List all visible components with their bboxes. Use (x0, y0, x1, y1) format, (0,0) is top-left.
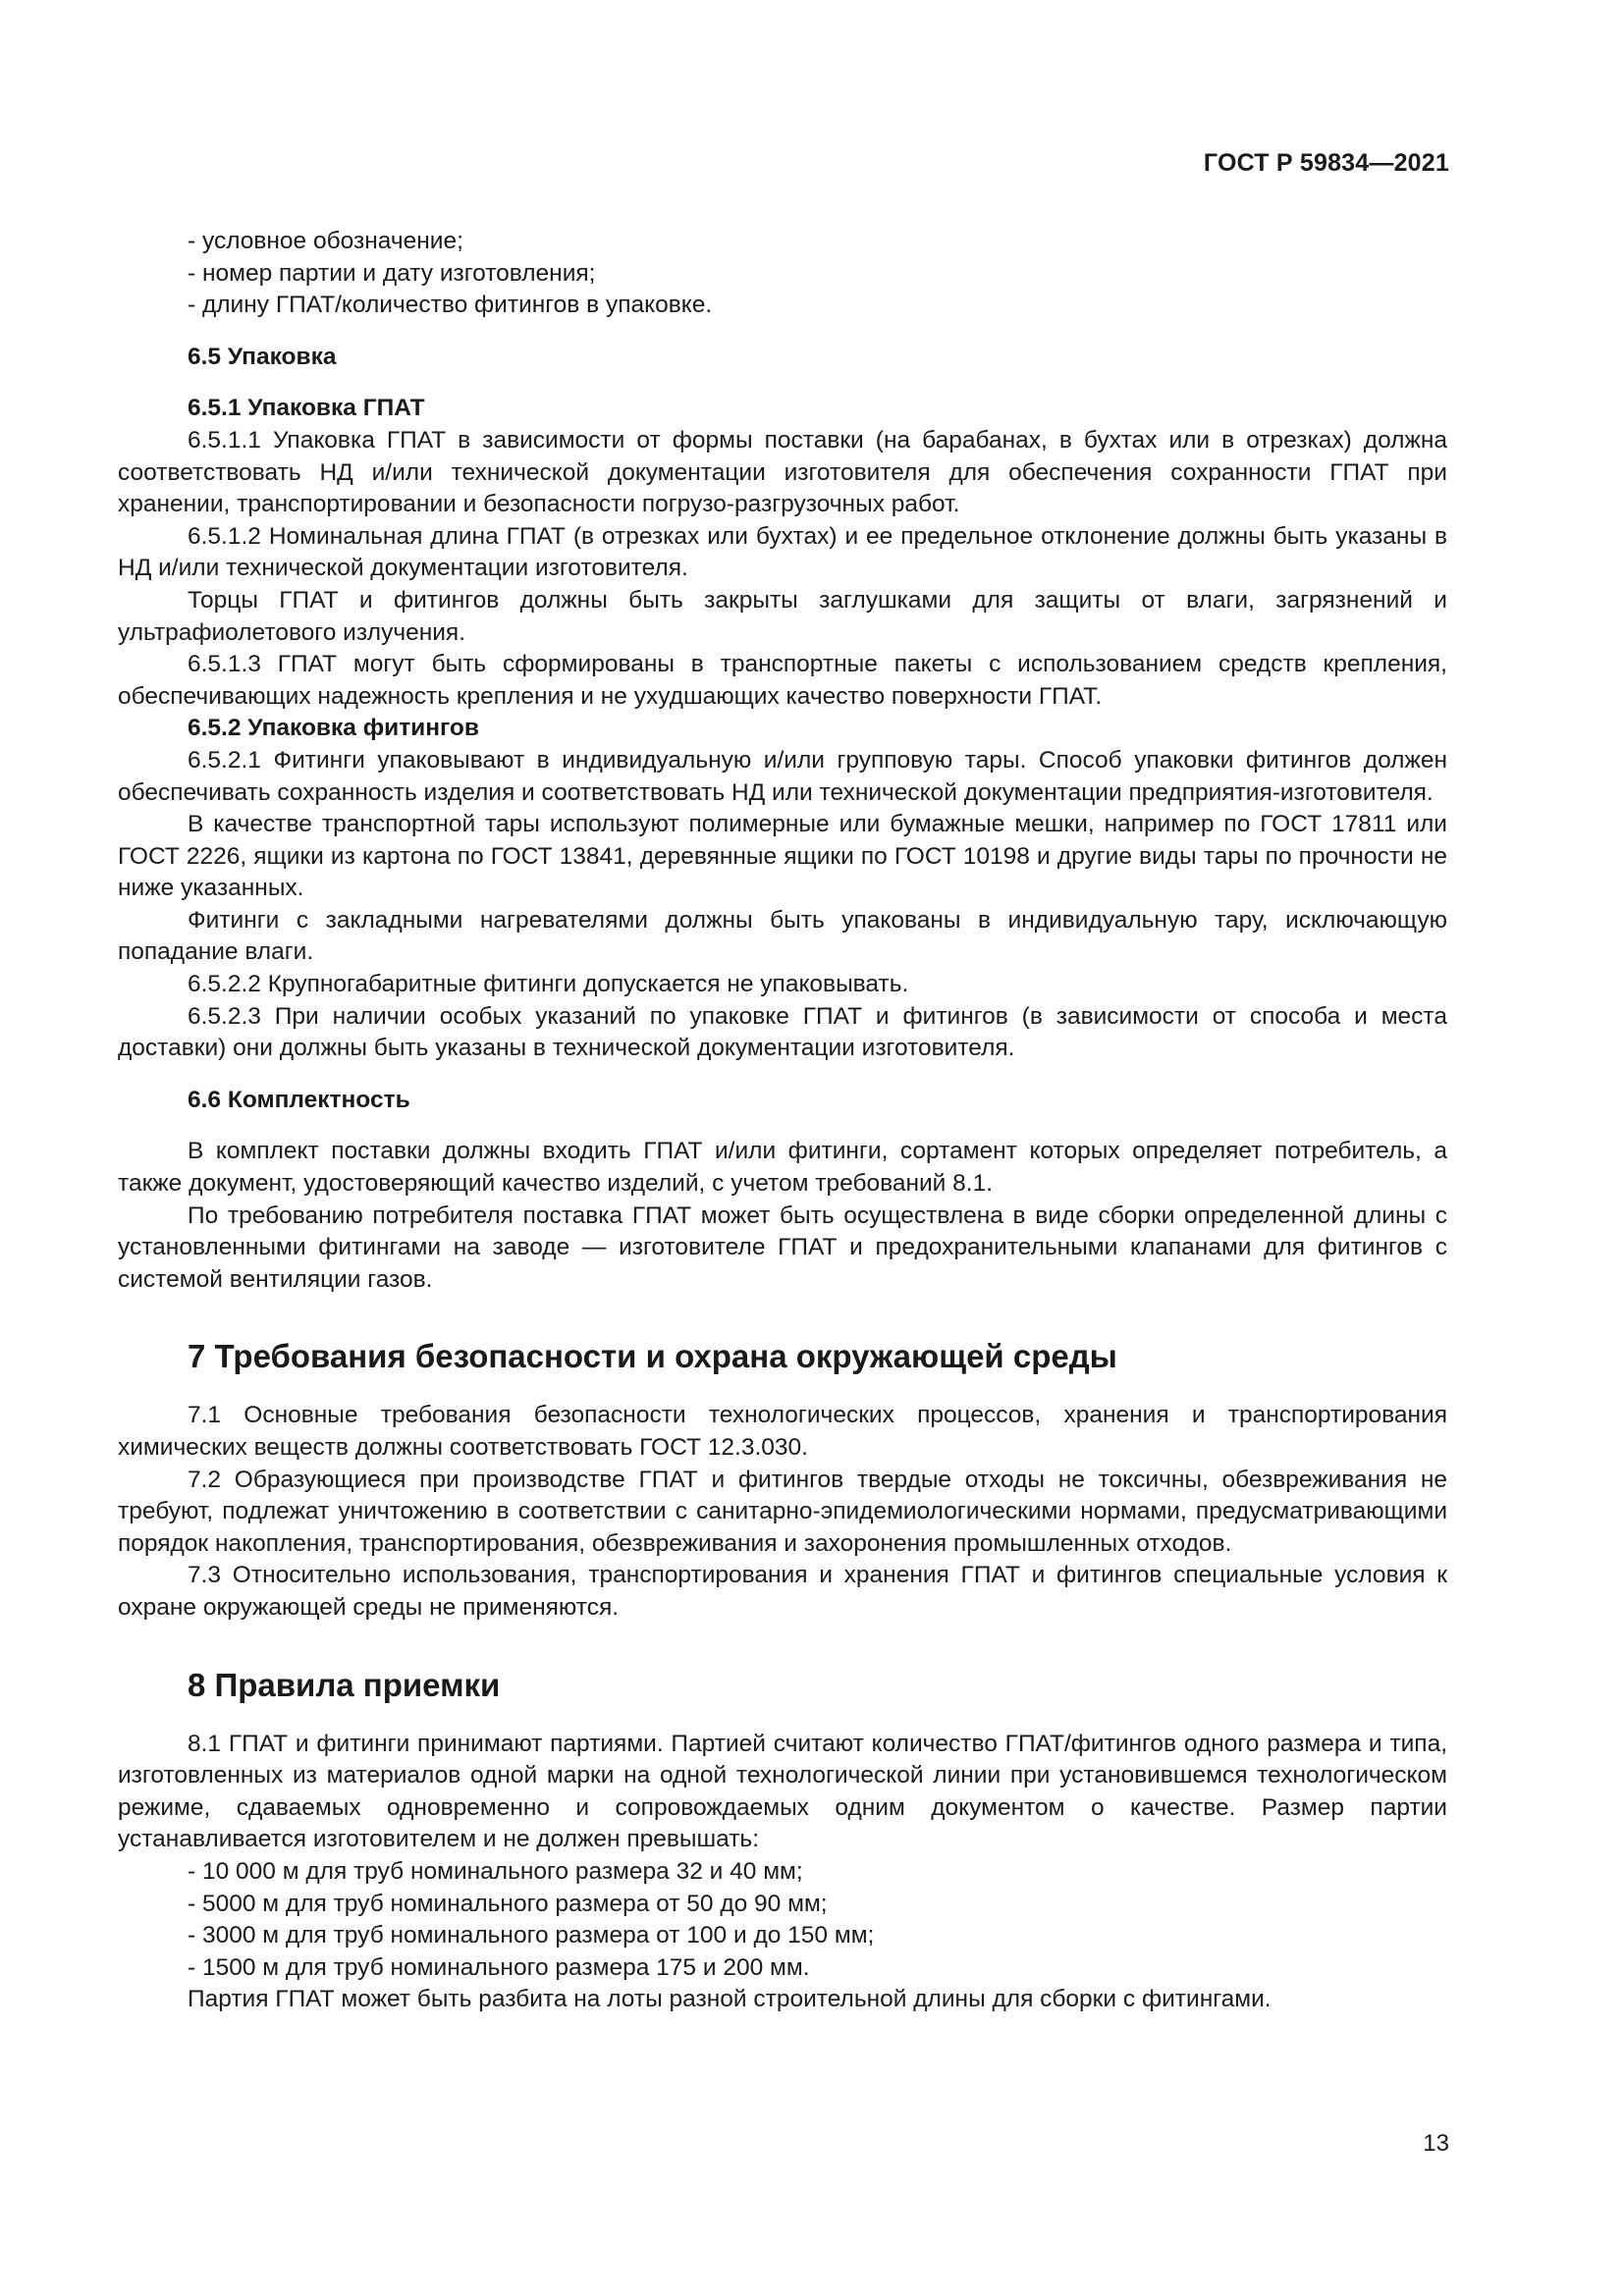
paragraph: Фитинги с закладными нагревателями должны быть упакованы в индивидуальную тару, исключающую попадание влаги. (118, 906, 1447, 966)
subsection-heading-6-6: 6.6 Комплектность (188, 1086, 410, 1113)
document-header: ГОСТ Р 59834—2021 (1203, 149, 1449, 177)
paragraph: 7.1 Основные требования безопасности технологических процессов, хранения и транспортирования химических веществ должны соответствовать ГОСТ 12.3.030. (118, 1402, 1447, 1461)
list-item: - номер партии и дату изготовления; (188, 259, 596, 287)
section-heading-7: 7 Требования безопасности и охрана окружающей среды (188, 1338, 1117, 1375)
section-heading-8: 8 Правила приемки (188, 1666, 501, 1703)
paragraph: В комплект поставки должны входить ГПАТ и/или фитинги, сортамент которых определяет потребитель, а также документ, удостоверяющий качество изделий, с учетом требований 8.1. (118, 1138, 1447, 1198)
list-item: - 10 000 м для труб номинального размера 32 и 40 мм; (188, 1857, 803, 1885)
paragraph: Торцы ГПАТ и фитингов должны быть закрыты заглушками для защиты от влаги, загрязнений и ультрафиолетового излучения. (118, 586, 1447, 646)
paragraph: 6.5.1.1 Упаковка ГПАТ в зависимости от формы поставки (на барабанах, в бухтах или в отрезках) должна соответствовать НД и/или технической документации изготовителя для обеспечения сохранности ГПАТ при хранении, транспортировании и безопасности погрузо-разгрузочных работ. (118, 426, 1447, 518)
subsection-heading-6-5-1: 6.5.1 Упаковка ГПАТ (188, 395, 425, 422)
list-item: - 1500 м для труб номинального размера 175 и 200 мм. (188, 1953, 810, 1981)
page-number: 13 (1423, 2130, 1449, 2157)
paragraph: По требованию потребителя поставка ГПАТ может быть осуществлена в виде сборки определенной длины с установленными фитингами на заводе — изготовителе ГПАТ и предохранительными клапанами для фитингов с системой вентиляции газов. (118, 1201, 1447, 1293)
document-body (118, 226, 1447, 2016)
paragraph: Партия ГПАТ может быть разбита на лоты разной строительной длины для сборки с фитингами. (188, 1986, 1272, 2013)
subsection-heading-6-5: 6.5 Упаковка (188, 343, 337, 370)
paragraph: 8.1 ГПАТ и фитинги принимают партиями. Партией считают количество ГПАТ/фитингов одного размера и типа, изготовленных из материалов одной марки на одной технологической линии при установившемся технологическом режиме, сдаваемых одновременно и сопровождаемых одним документом о качестве. Размер партии устанавливается изготовителем и не должен превышать: (118, 1730, 1447, 1853)
list-item: - 5000 м для труб номинального размера от 50 до 90 мм; (188, 1890, 828, 1917)
paragraph: 7.3 Относительно использования, транспортирования и хранения ГПАТ и фитингов специальные условия к охране окружающей среды не применяются. (118, 1562, 1447, 1621)
paragraph: 6.5.2.1 Фитинги упаковывают в индивидуальную и/или групповую тары. Способ упаковки фитингов должен обеспечивать сохранность изделия и соответствовать НД или технической документации предприятия-изготовителя. (118, 746, 1447, 806)
paragraph: 6.5.1.2 Номинальная длина ГПАТ (в отрезках или бухтах) и ее предельное отклонение должны быть указаны в НД и/или технической документации изготовителя. (118, 522, 1447, 582)
subsection-heading-6-5-2: 6.5.2 Упаковка фитингов (188, 715, 479, 742)
paragraph: В качестве транспортной тары используют полимерные или бумажные мешки, например по ГОСТ 17811 или ГОСТ 2226, ящики из картона по ГОСТ 13841, деревянные ящики по ГОСТ 10198 и другие виды тары по прочности не ниже указанных. (118, 811, 1447, 902)
paragraph: 6.5.2.2 Крупногабаритные фитинги допускается не упаковывать. (188, 971, 909, 998)
list-item: - условное обозначение; (188, 228, 463, 254)
paragraph: 7.2 Образующиеся при производстве ГПАТ и фитингов твердые отходы не токсичны, обезвреживания не требуют, подлежат уничтожению в соответствии с санитарно-эпидемиологическими нормами, предусматривающими порядок накопления, транспортирования, обезвреживания и захоронения промышленных отходов. (118, 1466, 1447, 1557)
list-item: - длину ГПАТ/количество фитингов в упаковке. (188, 292, 713, 319)
paragraph: 6.5.1.3 ГПАТ могут быть сформированы в транспортные пакеты с использованием средств крепления, обеспечивающих надежность крепления и не ухудшающих качество поверхности ГПАТ. (118, 651, 1447, 710)
paragraph: 6.5.2.3 При наличии особых указаний по упаковке ГПАТ и фитингов (в зависимости от способа и места доставки) они должны быть указаны в технической документации изготовителя. (118, 1002, 1447, 1062)
list-item: - 3000 м для труб номинального размера от 100 и до 150 мм; (188, 1922, 875, 1949)
